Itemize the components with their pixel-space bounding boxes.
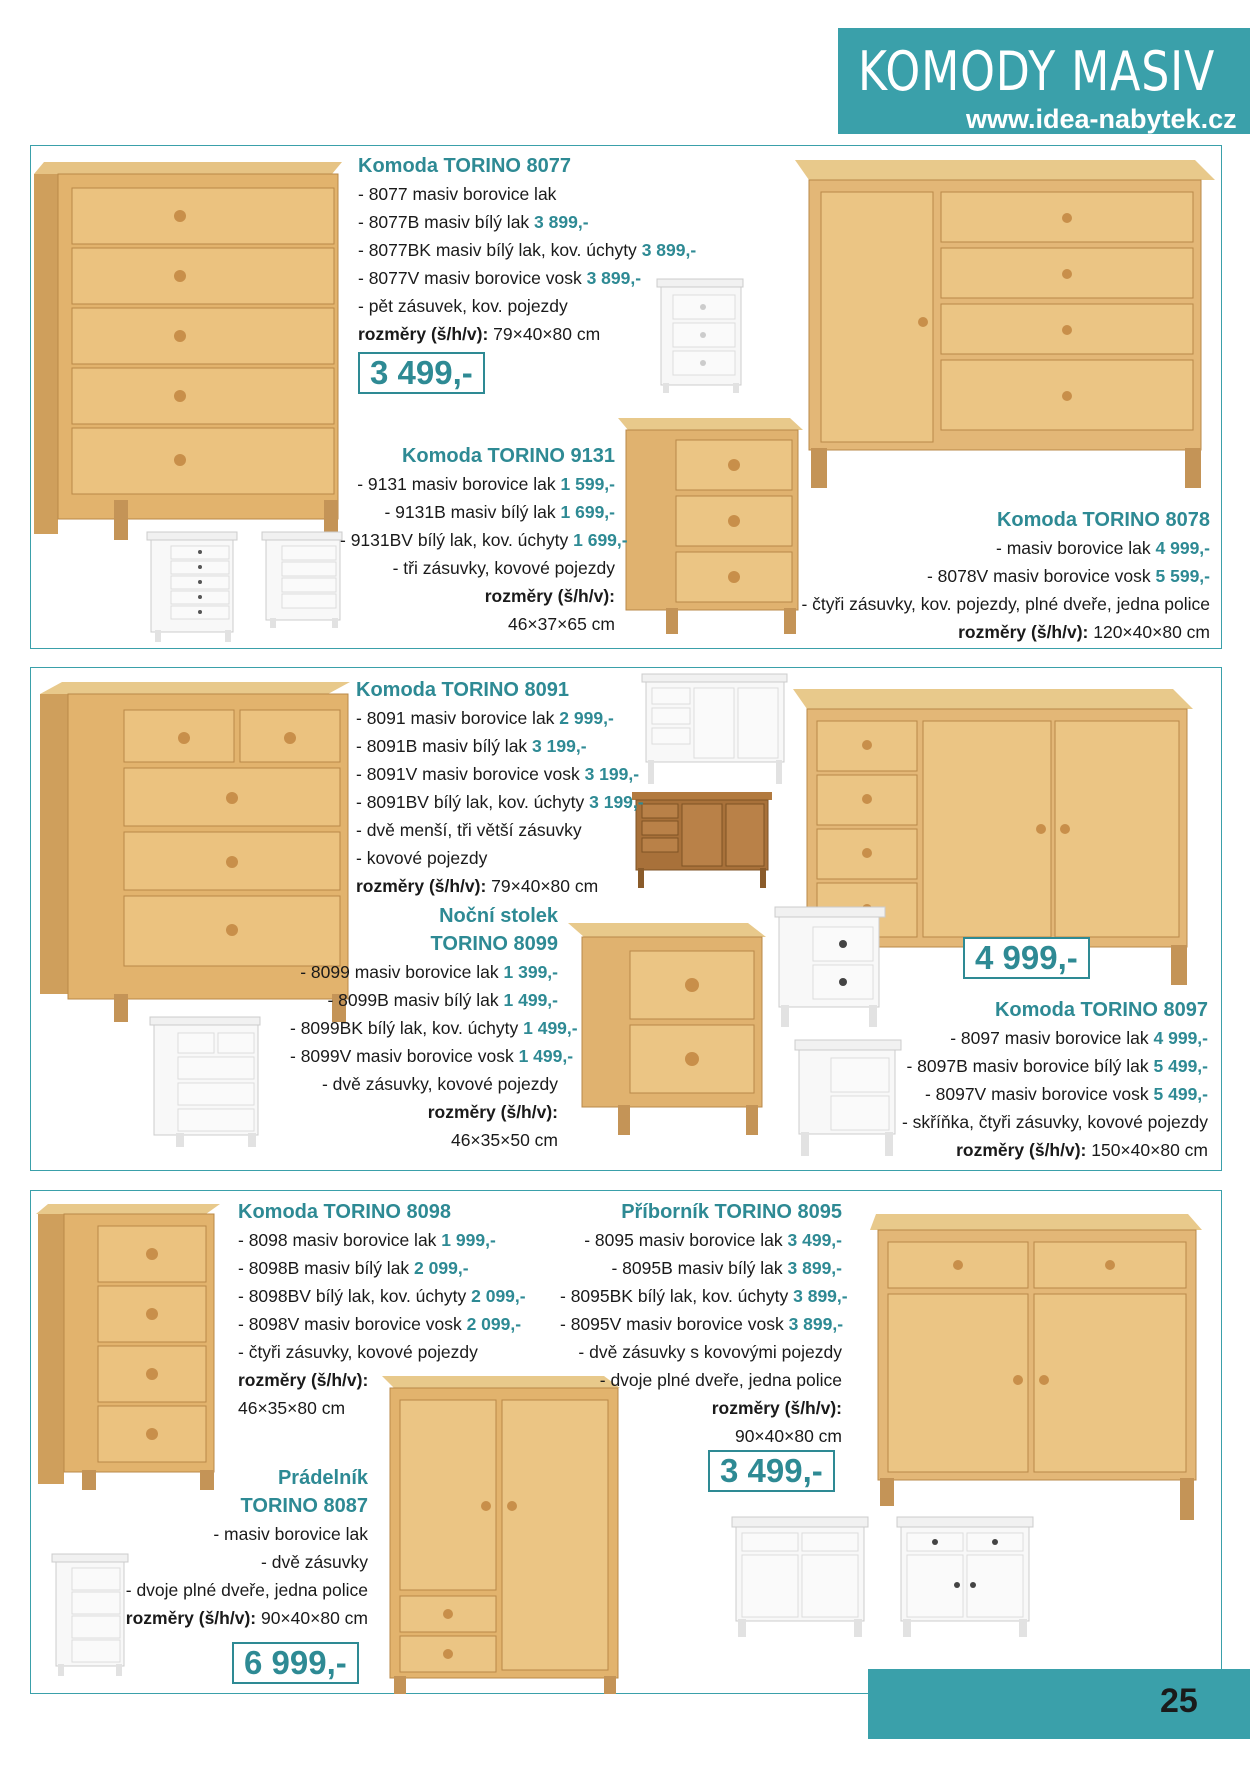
product-line: - skříňka, čtyři zásuvky, kovové pojezdy	[901, 1112, 1208, 1132]
product-line: - 8095BK bílý lak, kov. úchyty 3 899,-	[560, 1286, 848, 1306]
product-dimensions: rozměry (š/h/v): 90×40×80 cm	[125, 1608, 368, 1628]
product-line: - čtyři zásuvky, kov. pojezdy, plné dveře, jedna police	[801, 594, 1210, 614]
product-dimensions: rozměry (š/h/v): 79×40×80 cm	[356, 876, 599, 896]
product-title: Komoda TORINO 8098	[238, 1201, 452, 1223]
product-dimensions-value: 46×37×65 cm	[507, 614, 615, 634]
product-line: - 8077B masiv bílý lak 3 899,-	[358, 212, 589, 232]
product-title-line2: TORINO 8087	[240, 1495, 368, 1517]
price-box-8087: 6 999,-	[232, 1642, 359, 1684]
product-line: - 8098 masiv borovice lak 1 999,-	[238, 1230, 496, 1250]
product-line: - dvě zásuvky s kovovými pojezdy	[578, 1342, 842, 1362]
product-title-line1: Noční stolek	[439, 905, 558, 927]
product-8098	[238, 1198, 526, 1422]
product-line: - 8097B masiv borovice bílý lak 5 499,-	[906, 1056, 1208, 1076]
product-line: - 9131 masiv borovice lak 1 599,-	[357, 474, 615, 494]
image-komoda-8097-wax	[630, 790, 775, 890]
product-line: - dvoje plné dveře, jedna police	[125, 1580, 368, 1600]
product-line: - 9131BV bílý lak, kov. úchyty 1 699,-	[340, 530, 628, 550]
product-line: - 8095 masiv borovice lak 3 499,-	[584, 1230, 842, 1250]
product-8097	[840, 996, 1208, 1164]
page-title: KOMODY MASIV	[858, 40, 1216, 103]
product-8099	[290, 902, 578, 1154]
product-dimensions: rozměry (š/h/v): 120×40×80 cm	[958, 622, 1210, 642]
product-line: - 8095B masiv bílý lak 3 899,-	[611, 1258, 842, 1278]
image-komoda-9131	[618, 412, 803, 637]
product-line: - 8078V masiv borovice vosk 5 599,-	[926, 566, 1210, 586]
image-komoda-8098	[36, 1202, 221, 1492]
product-line: - 8098B masiv bílý lak 2 099,-	[238, 1258, 469, 1278]
image-komoda-8078	[795, 152, 1215, 492]
page-number: 25	[1160, 1682, 1198, 1720]
product-dimensions: rozměry (š/h/v):	[238, 1370, 369, 1390]
product-line: - dvě menší, tři větší zásuvky	[356, 820, 582, 840]
product-line: - masiv borovice lak 4 999,-	[996, 538, 1210, 558]
product-title: Komoda TORINO 9131	[401, 445, 615, 467]
product-line: - čtyři zásuvky, kovové pojezdy	[238, 1342, 478, 1362]
product-line: - 8091V masiv borovice vosk 3 199,-	[356, 764, 640, 784]
product-line: - 8091B masiv bílý lak 3 199,-	[356, 736, 587, 756]
image-komoda-8091-white	[148, 1015, 263, 1150]
product-line: - 8077BK masiv bílý lak, kov. úchyty 3 899,-	[358, 240, 697, 260]
product-line: - 8095V masiv borovice vosk 3 899,-	[560, 1314, 844, 1334]
product-line: - 8098BV bílý lak, kov. úchyty 2 099,-	[238, 1286, 526, 1306]
product-8087	[110, 1464, 368, 1632]
product-line: - kovové pojezdy	[356, 848, 488, 868]
product-title-line2: TORINO 8099	[430, 933, 558, 955]
image-nocni-stolek-8099	[568, 915, 768, 1137]
image-priborik-white-1	[730, 1515, 870, 1640]
product-title: Příborník TORINO 8095	[621, 1201, 842, 1223]
product-line: - pět zásuvek, kov. pojezdy	[358, 296, 568, 316]
price-box-8095: 3 499,-	[708, 1450, 835, 1492]
product-line: - 8091BV bílý lak, kov. úchyty 3 199,-	[356, 792, 644, 812]
product-title: Komoda TORINO 8077	[358, 155, 572, 177]
image-priborik-8095	[870, 1208, 1205, 1523]
product-line: - 8077V masiv borovice vosk 3 899,-	[358, 268, 642, 288]
product-line: - dvě zásuvky	[261, 1552, 368, 1572]
product-line: - 8097V masiv borovice vosk 5 499,-	[924, 1084, 1208, 1104]
product-dimensions: rozměry (š/h/v):	[484, 586, 615, 606]
product-9131	[340, 442, 628, 638]
product-title: Komoda TORINO 8097	[994, 999, 1208, 1021]
product-line: - dvě zásuvky, kovové pojezdy	[321, 1074, 558, 1094]
product-line: - 8091 masiv borovice lak 2 999,-	[356, 708, 614, 728]
product-title: Komoda TORINO 8091	[356, 679, 570, 701]
product-line: - 8099B masiv bílý lak 1 499,-	[327, 990, 558, 1010]
product-dimensions: rozměry (š/h/v): 150×40×80 cm	[956, 1140, 1208, 1160]
website-link[interactable]: www.idea-nabytek.cz	[966, 104, 1237, 134]
product-dimensions-value: 90×40×80 cm	[734, 1426, 842, 1446]
product-8078	[780, 506, 1210, 646]
product-dimensions-value: 46×35×50 cm	[450, 1130, 558, 1150]
image-komoda-white-2	[260, 530, 345, 630]
product-line: - 9131B masiv bílý lak 1 699,-	[384, 502, 615, 522]
image-priborik-white-2	[895, 1515, 1035, 1640]
product-line: - 8099 masiv borovice lak 1 399,-	[300, 962, 558, 982]
product-line: - 8098V masiv borovice vosk 2 099,-	[238, 1314, 522, 1334]
product-dimensions-value: 46×35×80 cm	[238, 1398, 346, 1418]
image-komoda-8097-white	[640, 672, 790, 787]
product-8077	[358, 152, 696, 348]
product-title-line1: Prádelník	[277, 1467, 368, 1489]
product-line: - 8097 masiv borovice lak 4 999,-	[950, 1028, 1208, 1048]
product-line: - 8077 masiv borovice lak	[358, 184, 557, 204]
product-line: - dvoje plné dveře, jedna police	[599, 1370, 842, 1390]
product-dimensions: rozměry (š/h/v):	[427, 1102, 558, 1122]
image-komoda-white-1	[145, 530, 240, 645]
product-8095	[560, 1198, 848, 1450]
product-title: Komoda TORINO 8078	[996, 509, 1210, 531]
product-line: - masiv borovice lak	[213, 1524, 368, 1544]
product-line: - 8099BK bílý lak, kov. úchyty 1 499,-	[290, 1018, 578, 1038]
image-komoda-8077	[32, 160, 352, 545]
product-line: - tři zásuvky, kovové pojezdy	[392, 558, 615, 578]
product-dimensions: rozměry (š/h/v): 79×40×80 cm	[358, 324, 601, 344]
product-dimensions: rozměry (š/h/v):	[711, 1398, 842, 1418]
product-line: - 8099V masiv borovice vosk 1 499,-	[290, 1046, 574, 1066]
product-8091	[356, 676, 644, 900]
price-box-8077: 3 499,-	[358, 352, 485, 394]
price-box-8097: 4 999,-	[963, 937, 1090, 979]
